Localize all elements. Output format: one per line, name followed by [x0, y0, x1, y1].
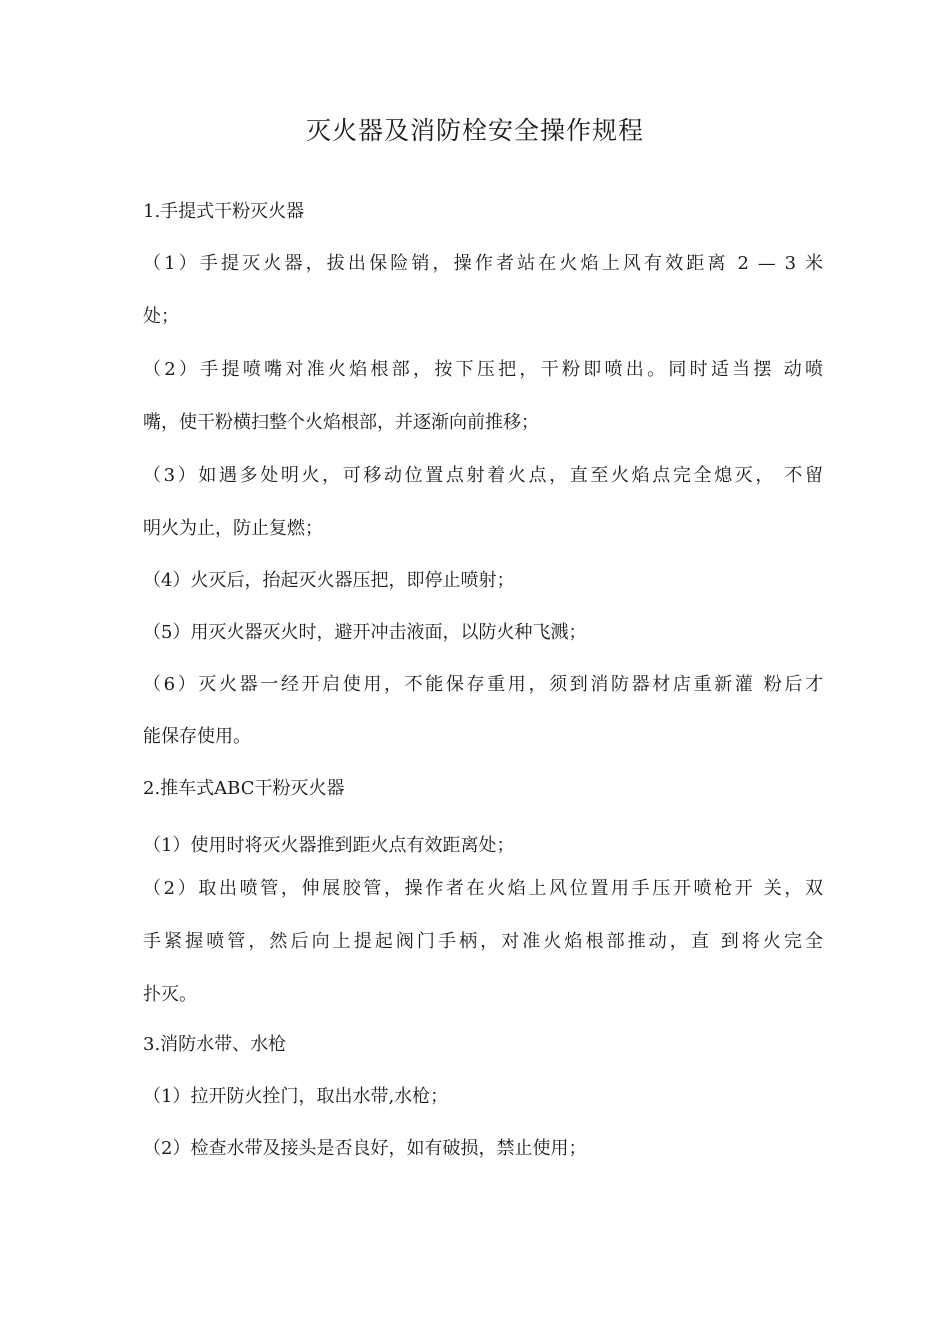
- list-item-line: （6）灭火器一经开启使用，不能保存重用，须到消防器材店重新灌 粉后才: [143, 674, 823, 695]
- list-item-line: 手紧握喷管，然后向上提起阀门手柄，对准火焰根部推动，直 到将火完全: [143, 931, 823, 952]
- list-item-line: （4）火灭后，抬起灭火器压把，即停止喷射；: [143, 570, 515, 591]
- document-title: 灭火器及消防栓安全操作规程: [305, 116, 644, 145]
- list-item-line: 处；: [143, 306, 179, 327]
- list-item-line: （3）如遇多处明火，可移动位置点射着火点，直至火焰点完全熄灭， 不留: [143, 465, 823, 486]
- list-item-line: 嘴，使干粉横扫整个火焰根部，并逐渐向前推移；: [143, 412, 539, 433]
- list-item-line: 扑灭。: [143, 984, 197, 1005]
- list-item-line: （1）手提灭火器，拔出保险销，操作者站在火焰上风有效距离 2 — 3 米: [143, 253, 823, 274]
- section-heading: 1.手提式干粉灭火器: [143, 201, 305, 222]
- list-item-line: （1）使用时将灭火器推到距火点有效距离处；: [143, 835, 515, 856]
- list-item-line: 明火为止，防止复燃；: [143, 518, 323, 539]
- list-item-line: 能保存使用。: [143, 726, 251, 747]
- list-item-line: （2）检查水带及接头是否良好，如有破损，禁止使用；: [143, 1138, 587, 1159]
- section-heading: 2.推车式ABC干粉灭火器: [143, 778, 345, 799]
- list-item-line: （2）取出喷管，伸展胶管，操作者在火焰上风位置用手压开喷枪开 关，双: [143, 878, 823, 899]
- section-heading: 3.消防水带、水枪: [143, 1034, 287, 1055]
- list-item-line: （2）手提喷嘴对准火焰根部，按下压把，干粉即喷出。同时适当摆 动喷: [143, 359, 823, 380]
- list-item-line: （1）拉开防火拴门，取出水带,水枪；: [143, 1086, 449, 1107]
- list-item-line: （5）用灭火器灭火时，避开冲击液面，以防火种飞溅；: [143, 622, 587, 643]
